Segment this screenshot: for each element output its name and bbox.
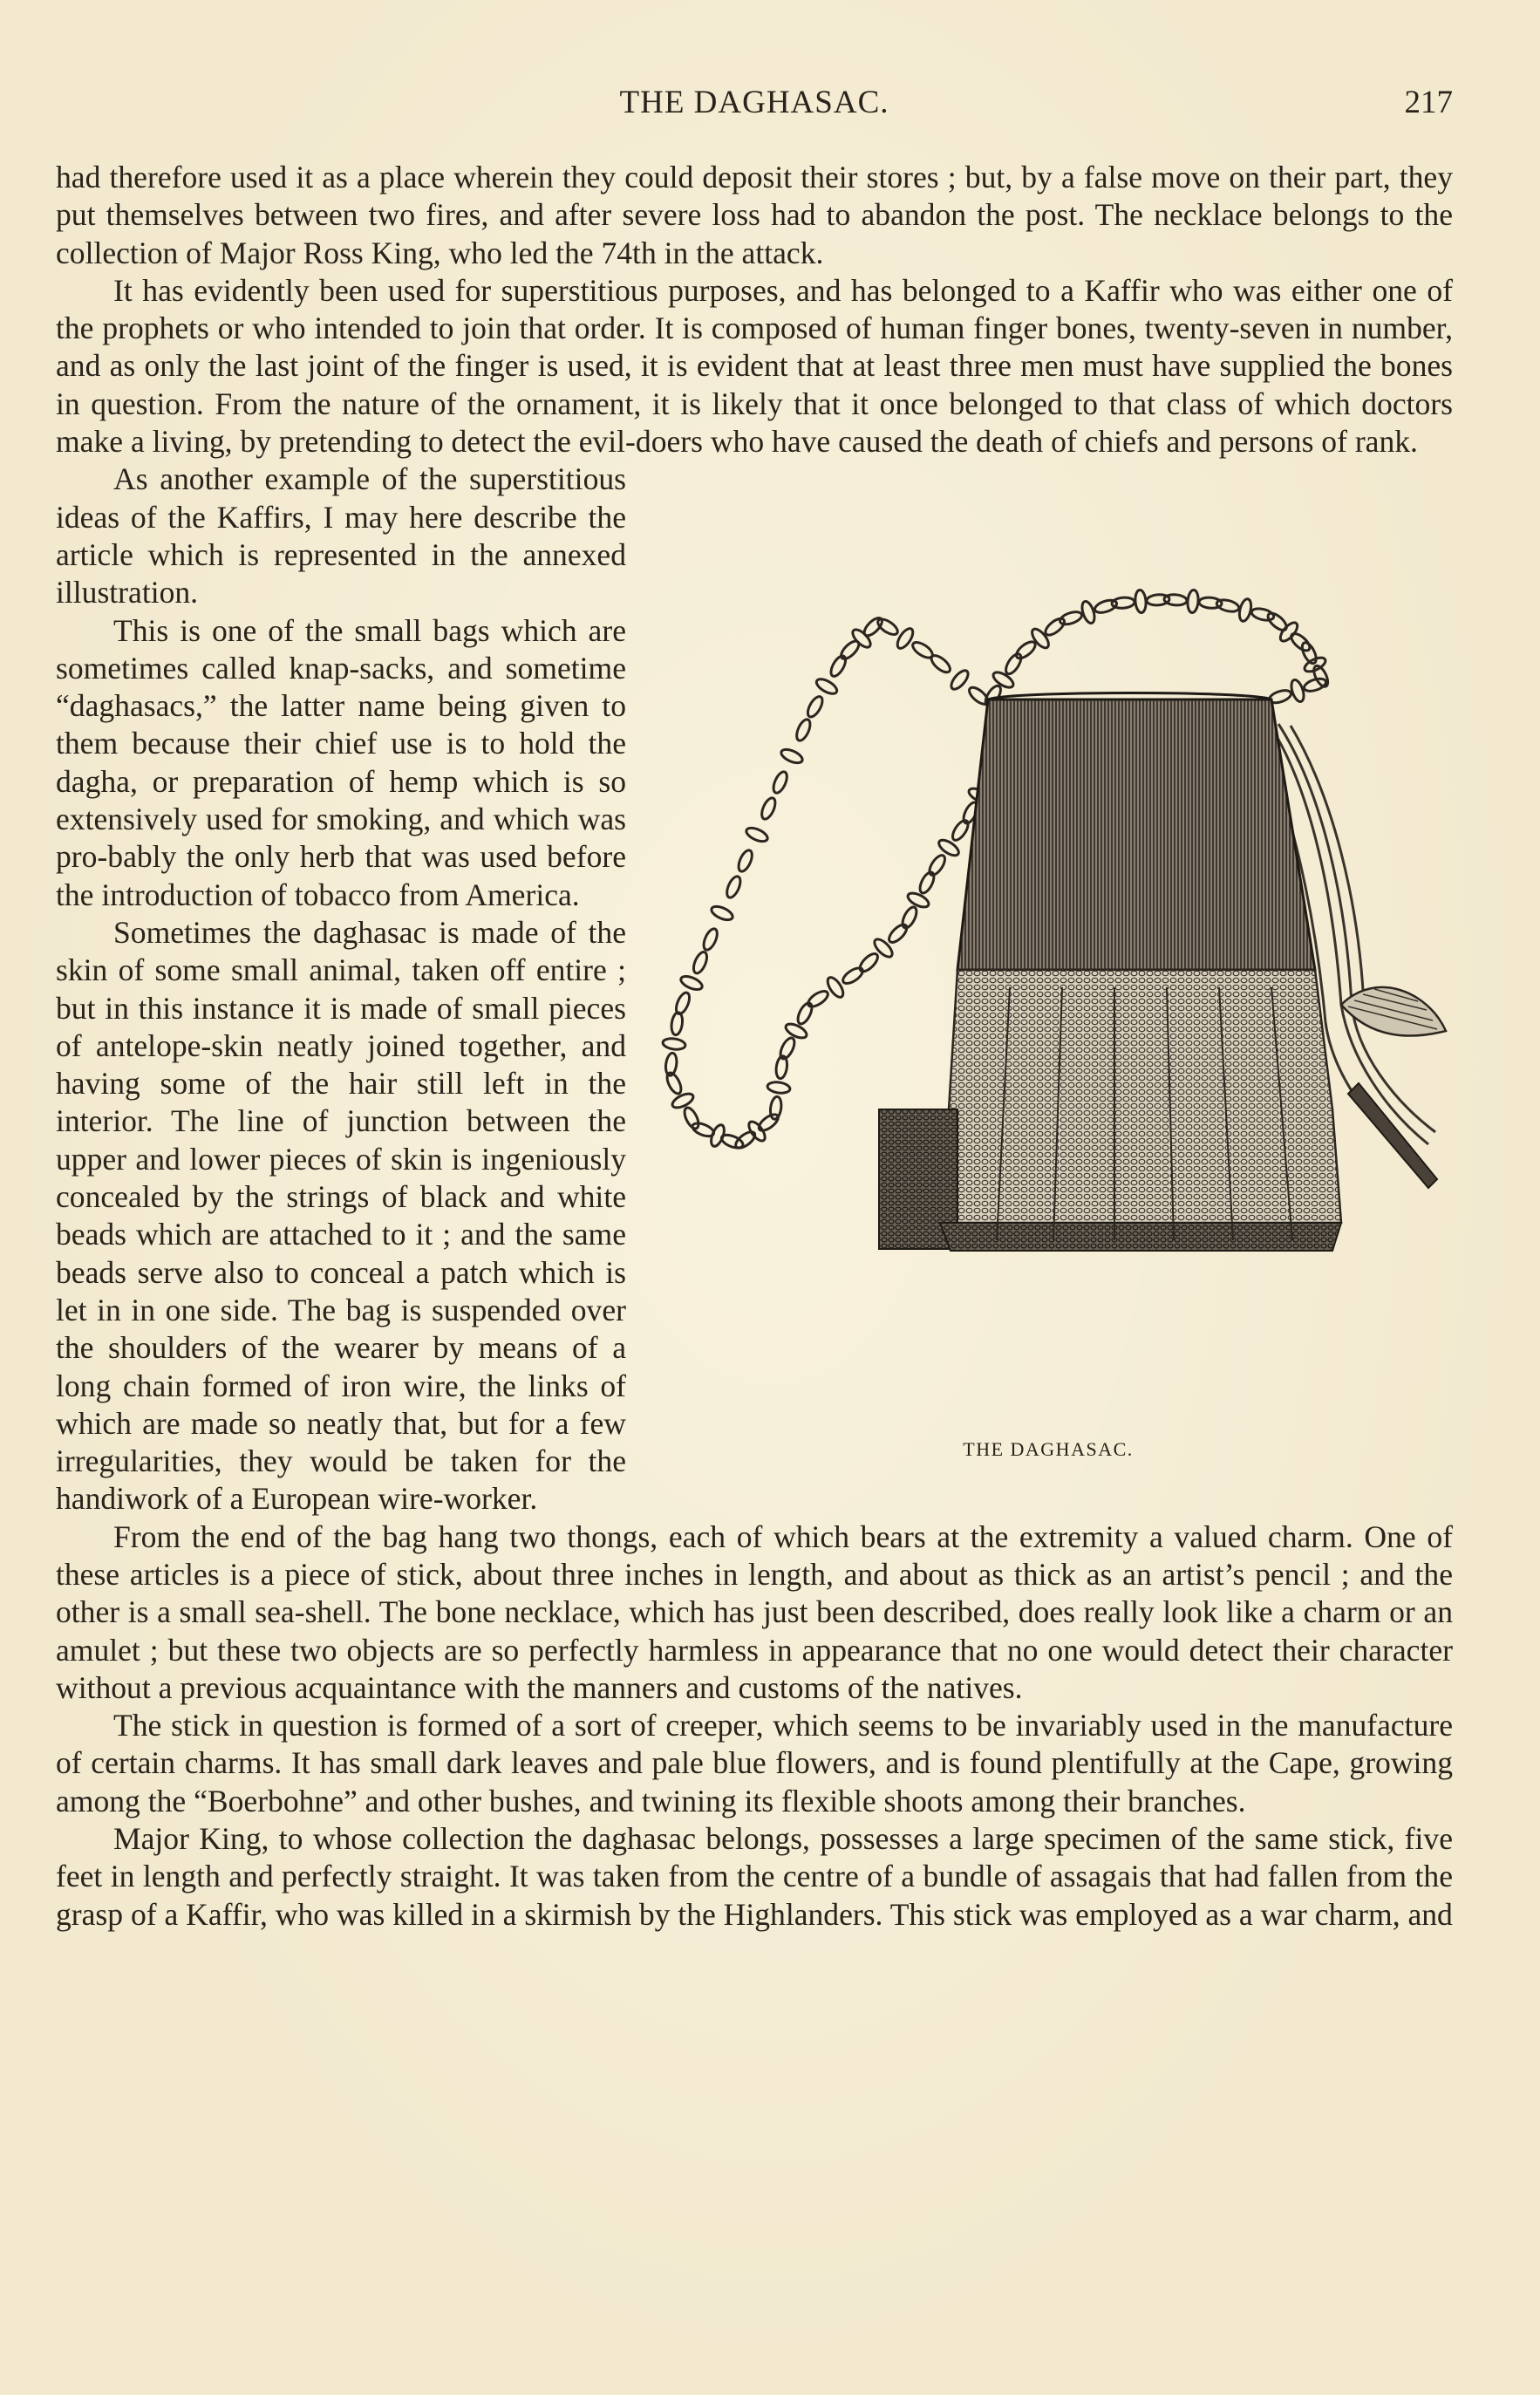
left-chain-link (671, 1091, 696, 1110)
left-chain-link (756, 1112, 780, 1134)
top-chain-link (1237, 598, 1253, 623)
paragraph-6: From the end of the bag hang two thongs, each of which bears at the extremity a valued charm. One of these articles is a piece of stick, about three inches in length, and about as thick as an artist’s pencil ; and the other is a small sea-shell. The bone necklace, which has just been described, does really look like a charm or an amulet ; but these two objects are so perfectly harmless in appearance that no one would detect their character without a previous acquaintance with the manners and customs of the natives. (56, 1518, 1453, 1705)
paragraph-1: had therefore used it as a place wherein they could deposit their stores ; but, by a false move on their part, they put themselves between two fires, and after severe loss had to abandon the post. The necklace belongs to the collection of Major Ross King, who led the 74th in the attack. (56, 160, 1453, 270)
top-chain-link (1289, 631, 1312, 653)
top-chain-link (1216, 598, 1240, 614)
left-chain-link (691, 951, 709, 976)
running-title: THE DAGHASAC. (619, 85, 889, 120)
top-chain-link (1043, 616, 1067, 638)
paragraph-2: It has evidently been used for superstitious purposes, and has belonged to a Kaffir who was either one of the prophets or who intended to join that order. It is composed of human finger bones, twenty-seven in number, and as only the last joint of the finger is used, it is evident that at least three men must have supplied the bones in question. From the nature of the ornament, it is likely that it once belonged to that class of which doctors make a living, by pretending to detect the evil-doers who have caused the death of chiefs and persons of rank. (56, 272, 1453, 460)
left-chain-link (857, 952, 881, 975)
left-chain-link (760, 796, 779, 822)
left-chain-link (910, 639, 935, 660)
left-chain-link (664, 1071, 684, 1096)
top-chain-link (1278, 620, 1300, 644)
left-chain-link (926, 853, 947, 877)
figure-caption: THE DAGHASAC. (963, 1438, 1134, 1461)
paragraph-4: This is one of the small bags which are sometimes called knap-sacks, and sometime “daghasacs,” the latter name being given to them because their chief use is to hold the dagha, or preparation of hemp which is so extensively used for smoking, and which was pro-bably the only herb that was used before the introduction of tobacco from America. (56, 612, 626, 912)
left-chain-link (841, 966, 865, 986)
left-chain-link (900, 905, 919, 931)
top-chain-link (1303, 677, 1327, 694)
top-chain-link (1080, 600, 1097, 624)
paragraph-3: As another example of the superstitious ideas of the Kaffirs, I may here describe the article which is represented in the annexed illustration. (56, 461, 626, 611)
left-chain-link (794, 718, 814, 743)
left-chain-link (767, 1082, 790, 1095)
left-chain-link (949, 668, 971, 693)
left-chain-link (780, 747, 805, 767)
left-chain-link (850, 627, 874, 651)
page-header (56, 84, 1453, 127)
paragraph-5: Sometimes the daghasac is made of the skin of some small animal, taken off entire ; but in this instance it is made of small pieces of antelope-skin neatly joined together, and having some of the hair still left in the interior. The line of junction between the upper and lower pieces of skin is ingeniously concealed by the strings of black and white beads which are attached to it ; and the same beads serve also to conceal a patch which is let in in one side. The bag is suspended over the shoulders of the wearer by means of a long chain formed of iron wire, the links of which are made so neatly that, but for a few irregularities, they would be taken for the handiwork of a European wire-worker. (56, 914, 626, 1517)
top-chain-link (1135, 590, 1147, 613)
left-chain-link (784, 1021, 809, 1041)
top-chain-link (1003, 652, 1024, 676)
bag-lower-beaded (879, 970, 1341, 1251)
left-chain-link (906, 890, 931, 910)
top-chain-link (1265, 611, 1289, 633)
top-chain-link (1289, 679, 1306, 703)
top-chain-link (1013, 639, 1038, 662)
left-chain-link (814, 677, 840, 697)
left-chain-link (950, 818, 971, 843)
left-chain-link (872, 937, 896, 960)
left-chain-link (710, 904, 735, 924)
top-chain-link (1112, 597, 1135, 610)
left-chain-link (662, 1038, 685, 1052)
daghasac-engraving (644, 516, 1453, 1423)
left-chain-link (828, 654, 848, 679)
paragraph-7: The stick in question is formed of a sort of creeper, which seems to be invariably used in the manufacture of certain charms. It has small dark leaves and pale blue flowers, and is found plentifully at the Cape, growing among the “Boerbohne” and other bushes, and twining its flexible shoots among their branches. (56, 1708, 1453, 1818)
top-chain-link (1059, 610, 1083, 627)
left-chain-link (769, 1096, 783, 1120)
left-chain-link (771, 770, 790, 795)
left-chain-link (886, 922, 910, 945)
top-chain-link (1312, 664, 1331, 689)
stick-charm (1348, 1083, 1437, 1188)
left-chain-link (806, 988, 830, 1009)
top-chain-link (1187, 590, 1199, 613)
left-chain-link (701, 927, 720, 952)
left-chain-link (778, 1036, 797, 1061)
left-chain-link (838, 638, 862, 662)
top-chain-link (1164, 594, 1188, 606)
left-chain-link (745, 826, 770, 845)
left-chain-link (671, 1012, 685, 1035)
paragraph-8: Major King, to whose collection the daghasac belongs, possesses a large specimen of the same stick, five feet in length and perfectly straight. It was taken from the centre of a bundle of assagais that had fallen from the grasp of a Kaffir, who was killed in a skirmish by the Highlanders. This stick was employed as a war charm, and (56, 1821, 1453, 1932)
top-chain-link (1029, 626, 1052, 651)
daghasac-illustration (644, 516, 1453, 1504)
left-chain-link (795, 1001, 814, 1027)
left-chain-link (733, 1129, 758, 1151)
bag-upper-skin (957, 693, 1315, 971)
left-chain-link (805, 694, 825, 720)
left-chain-link (736, 849, 755, 874)
page-number: 217 (1404, 85, 1453, 120)
body-text (56, 159, 1453, 1934)
left-chain-link (725, 875, 744, 900)
left-chain-link (679, 974, 705, 993)
